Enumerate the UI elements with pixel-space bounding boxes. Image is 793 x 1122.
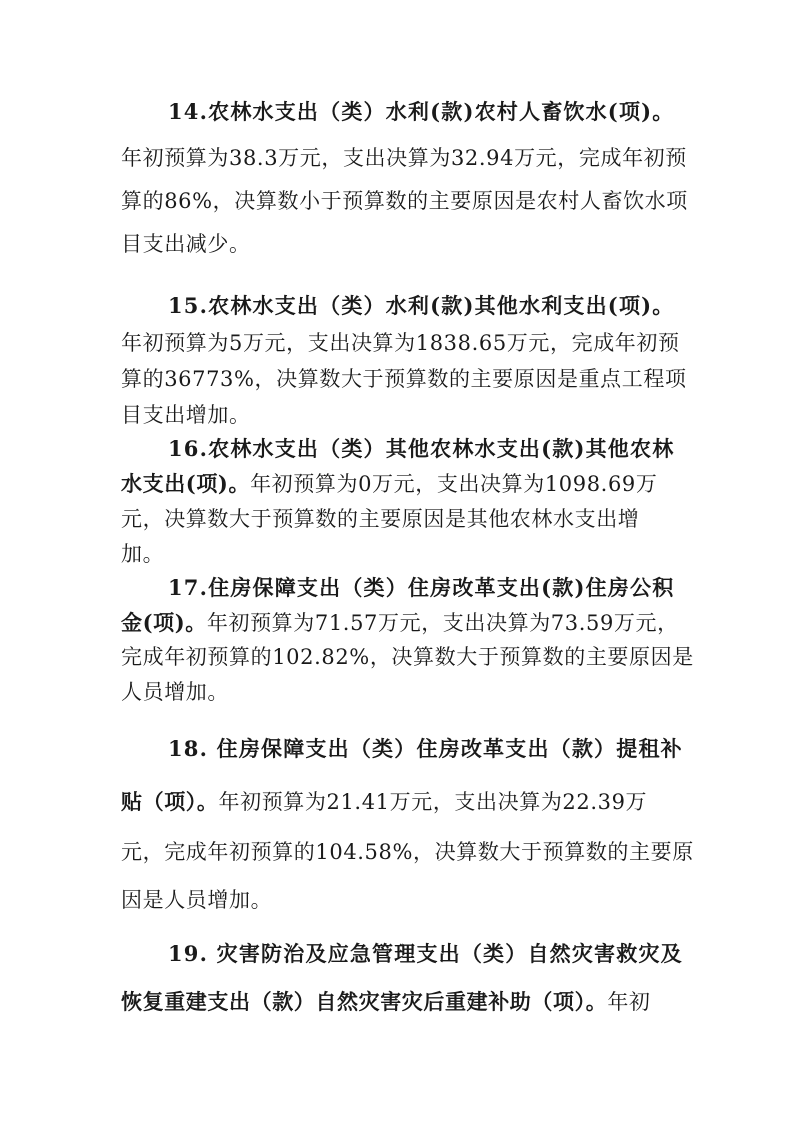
body-text: 加。 (121, 542, 165, 566)
item-16-line-2 (121, 472, 681, 496)
body-text: 年初预算为71.57万元，支出决算为73.59万元， (206, 611, 679, 635)
item-19-line-2 (121, 990, 681, 1014)
body-text: 目支出减少。 (121, 232, 251, 256)
item-16-line-4 (121, 542, 681, 566)
item-18-line-2 (121, 790, 681, 814)
heading-text: 19. 灾害防治及应急管理支出（类）自然灾害救灾及 (168, 941, 683, 966)
heading-text: 水支出(项)。 (121, 471, 251, 496)
item-15-heading (168, 294, 688, 318)
body-text: 目支出增加。 (121, 403, 251, 427)
item-14-line-3 (121, 189, 688, 213)
body-text: 年初预算为5万元，支出决算为1838.65万元，完成年初预 (121, 331, 680, 355)
body-text: 算的36773%，决算数大于预算数的主要原因是重点工程项 (121, 367, 687, 391)
heading-text: 恢复重建支出（款）自然灾害灾后重建补助（项）。 (121, 989, 608, 1014)
body-text: 完成年初预算的102.82%，决算数大于预算数的主要原因是 (121, 645, 694, 669)
body-text: 人员增加。 (121, 680, 229, 704)
heading-text: 15.农林水支出（类）水利(款)其他水利支出(项)。 (168, 293, 675, 318)
heading-text: 14.农林水支出（类）水利(款)农村人畜饮水(项)。 (168, 99, 675, 124)
heading-text: 贴（项）。 (121, 789, 219, 814)
body-text: 年初预算为38.3万元，支出决算为32.94万元，完成年初预 (121, 146, 687, 170)
item-14-line-2 (121, 146, 687, 170)
body-text: 元，完成年初预算的104.58%，决算数大于预算数的主要原 (121, 840, 694, 864)
heading-text: 金(项)。 (121, 610, 207, 635)
item-18-line-4 (121, 888, 681, 912)
item-15-line-3 (121, 367, 687, 391)
body-text: 算的86%，决算数小于预算数的主要原因是农村人畜饮水项 (121, 189, 688, 213)
item-14-line-4 (121, 232, 681, 256)
item-14-heading (168, 100, 688, 124)
body-text: 元，决算数大于预算数的主要原因是其他农林水支出增 (121, 507, 640, 531)
item-17-line-3 (121, 645, 694, 669)
item-18-heading (168, 737, 688, 761)
heading-text: 18. 住房保障支出（类）住房改革支出（款）提租补 (168, 736, 683, 761)
heading-text: 16.农林水支出（类）其他农林水支出(款)其他农林 (168, 436, 675, 461)
item-17-heading (168, 576, 688, 600)
item-19-heading (168, 942, 688, 966)
item-16-heading (168, 437, 688, 461)
heading-text: 17.住房保障支出（类）住房改革支出(款)住房公积 (168, 575, 675, 600)
item-17-line-4 (121, 680, 681, 704)
item-18-line-3 (121, 840, 694, 864)
item-16-line-3 (121, 507, 681, 531)
item-15-line-4 (121, 403, 681, 427)
body-text: 年初预算为0万元，支出决算为1098.69万 (250, 472, 658, 496)
body-text: 年初 (607, 990, 651, 1014)
item-17-line-2 (121, 611, 681, 635)
body-text: 年初预算为21.41万元，支出决算为22.39万 (218, 790, 648, 814)
body-text: 因是人员增加。 (121, 888, 273, 912)
item-15-line-2 (121, 331, 681, 355)
